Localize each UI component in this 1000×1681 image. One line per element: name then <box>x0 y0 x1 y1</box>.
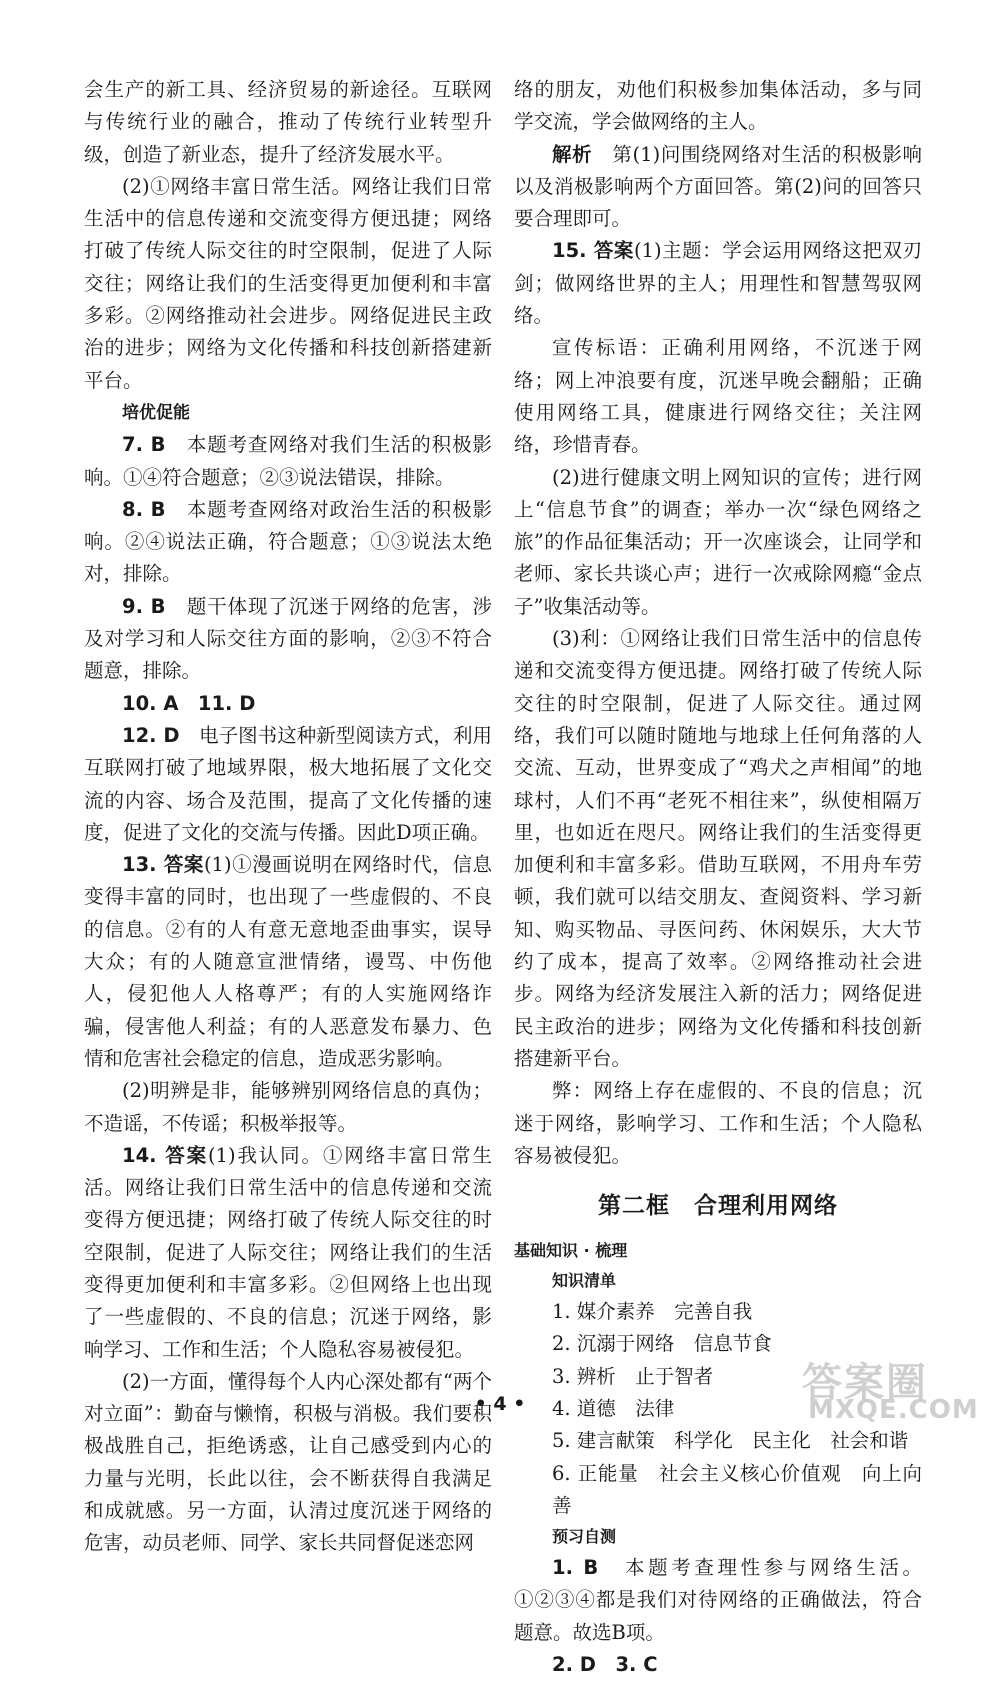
answer-13 <box>84 849 492 1075</box>
left-column <box>84 74 492 1560</box>
answer-15-text: (1)主题：学会运用网络这把双刃剑；做网络世界的主人；用理性和智慧驾驭网络。 <box>514 239 922 328</box>
page-number: • 4 • <box>474 1393 526 1415</box>
section-title: 第二框 合理利用网络 <box>598 1193 838 1220</box>
list-item: 2. 沉溺于网络 信息节食 <box>552 1332 772 1356</box>
answer-15-part-3: (3)利：①网络让我们日常生活中的信息传递和交流变得方便迅捷。网络打破了传统人际交往的时空限制，促进了人际交往。通过网络，我们可以随时随地与地球上任何角落的人交流、互动，世界变成了“鸡犬之声相闻”的地球村，人们不再“老死不相往来”，纵使相隔万里，也如近在咫尺。网络让我们的生活变得更加便利和丰富多彩。借助互联网，不用舟车劳顿，我们就可以结交朋友、查阅资料、学习新知、购买物品、寻医问药、休闲娱乐，大大节约了成本，提高了效率。②网络推动社会进步。网络为经济发展注入新的活力；网络促进民主政治的进步；网络为文化传播和科技创新搭建新平台。 <box>514 627 922 1070</box>
answer-13-number: 13. 答案 <box>122 853 204 877</box>
answer-14-part-2: (2)一方面，懂得每个人内心深处都有“两个对立面”：勤奋与懒惰，积极与消极。我们要积极战胜自己，拒绝诱惑，让自己感受到内心的力量与光明，长此以往，会不断获得自我满足和成就感。另一方面，认清过度沉迷于网络的危害，动员老师、同学、家长共同督促迷恋网 <box>84 1369 492 1555</box>
left-paragraph-1: 会生产的新工具、经济贸易的新途径。互联网与传统行业的融合，推动了传统行业转型升级，创造了新业态，提升了经济发展水平。 <box>84 78 492 166</box>
answer-10-11: 10. A 11. D <box>122 691 256 715</box>
answer-15-disadvantages: 弊：网络上存在虚假的、不良的信息；沉迷于网络，影响学习、工作和生活；个人隐私容易被侵犯。 <box>514 1079 922 1167</box>
answer-15 <box>514 235 922 332</box>
answer-9-number: 9. B <box>122 594 166 618</box>
right-column <box>514 74 922 1681</box>
list-item: 4. 道德 法律 <box>552 1396 675 1420</box>
left-paragraph-2: (2)①网络丰富日常生活。网络让我们日常生活中的信息传递和交流变得方便迅捷；网络打破了传统人际交往的时空限制，促进了人际交往；网络让我们的生活变得更加便利和丰富多彩。②网络推动社会进步。网络促进民主政治的进步；网络为文化传播和科技创新搭建新平台。 <box>84 174 492 392</box>
watermark-url: MXQE.COM <box>808 1395 979 1425</box>
answer-8 <box>84 494 492 591</box>
answer-12-number: 12. D <box>122 723 180 747</box>
answer-12-text: 电子图书这种新型阅读方式，利用互联网打破了地域界限，极大地拓展了文化交流的内容、场合及范围，提高了文化传播的速度，促进了文化的交流与传播。因此D项正确。 <box>84 723 492 844</box>
answer-9 <box>84 591 492 688</box>
preview-answer-1-number: 1. B <box>552 1556 599 1580</box>
analysis-text: 第(1)问围绕网络对生活的积极影响以及消极影响两个方面回答。第(2)问的回答只要合理即可。 <box>514 142 922 231</box>
answer-14-text: (1)我认同。①网络丰富日常生活。网络让我们日常生活中的信息传递和交流变得方便迅捷；网络打破了传统人际交往的时空限制，促进了人际交往；网络让我们的生活变得更加便利和丰富多彩。②但网络上也出现了一些虚假的、不良的信息；沉迷于网络，影响学习、工作和生活；个人隐私容易被侵犯。 <box>84 1143 493 1361</box>
preview-answer-2-3: 2. D 3. C <box>552 1653 658 1677</box>
list-item: 3. 辨析 止于智者 <box>552 1364 714 1388</box>
list-item: 6. 正能量 社会主义核心价值观 向上向善 <box>552 1461 922 1517</box>
preview-answer-1 <box>514 1552 922 1649</box>
answer-7-text: 本题考查网络对我们生活的积极影响。①④符合题意；②③说法错误，排除。 <box>84 433 492 489</box>
list-item: 5. 建言献策 科学化 民主化 社会和谐 <box>552 1429 909 1453</box>
analysis-14 <box>514 139 922 236</box>
heading-jichu-zhishi: 基础知识 · 梳理 <box>514 1241 628 1261</box>
answer-14 <box>84 1140 492 1366</box>
answer-15-part-2: (2)进行健康文明上网知识的宣传；进行网上“信息节食”的调查；举办一次“绿色网络之旅”的作品征集活动；开一次座谈会，让同学和老师、家长共谈心声；进行一次戒除网瘾“金点子”收集活动等。 <box>514 465 922 618</box>
watermark-logo <box>762 1351 982 1431</box>
right-paragraph-1: 络的朋友，劝他们积极参加集体活动，多与同学交流，学会做网络的主人。 <box>514 78 922 134</box>
answer-12 <box>84 720 492 849</box>
answer-14-number: 14. 答案 <box>122 1143 208 1167</box>
heading-yuxi-zice: 预习自测 <box>552 1527 617 1547</box>
answer-7 <box>84 429 492 494</box>
answer-7-number: 7. B <box>122 433 166 457</box>
answer-8-number: 8. B <box>122 497 166 521</box>
answer-15-number: 15. 答案 <box>552 239 634 263</box>
answer-15-slogan: 宣传标语：正确利用网络，不沉迷于网络；网上冲浪要有度，沉迷早晚会翻船；正确使用网络工具，健康进行网络交往；关注网络，珍惜青春。 <box>514 336 922 457</box>
heading-peiyou: 培优促能 <box>122 402 190 423</box>
answer-8-text: 本题考查网络对政治生活的积极影响。②④说法正确，符合题意；①③说法太绝对，排除。 <box>84 497 492 586</box>
answer-13-part-2: (2)明辨是非，能够辨别网络信息的真伪；不造谣，不传谣；积极举报等。 <box>84 1079 492 1135</box>
watermark-text: 答案圈 <box>802 1360 928 1406</box>
heading-zhishi-qingdan: 知识清单 <box>552 1271 617 1291</box>
answer-9-text: 题干体现了沉迷于网络的危害，涉及对学习和人际交往方面的影响，②③不符合题意，排除。 <box>84 594 492 683</box>
preview-answer-1-text: 本题考查理性参与网络生活。①②③④都是我们对待网络的正确做法，符合题意。故选B项。 <box>514 1556 922 1644</box>
answer-13-text: (1)①漫画说明在网络时代，信息变得丰富的同时，也出现了一些虚假的、不良的信息。②有的人有意无意地歪曲事实，误导大众；有的人随意宣泄情绪，谩骂、中伤他人，侵犯他人人格尊严；有的人实施网络诈骗，侵害他人利益；有的人恶意发布暴力、色情和危害社会稳定的信息，造成恶劣影响。 <box>84 853 492 1070</box>
analysis-label: 解析 <box>552 142 593 166</box>
list-item: 1. 媒介素养 完善自我 <box>552 1300 753 1324</box>
